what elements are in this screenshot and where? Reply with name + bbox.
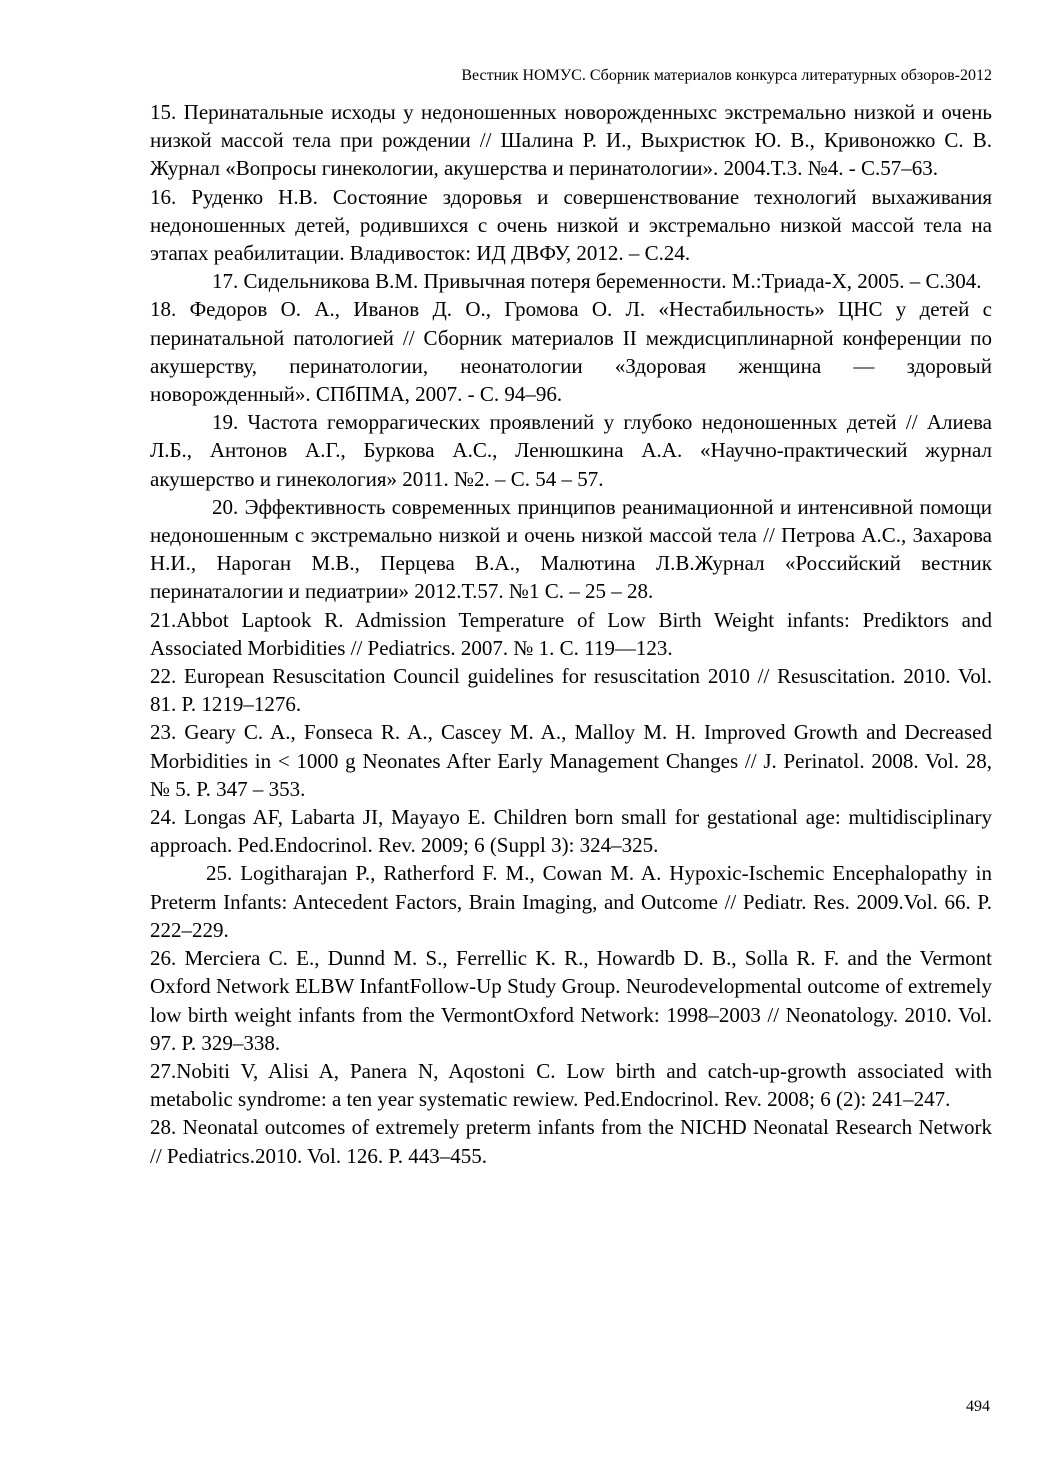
reference-item-25: 25. Logitharajan P., Ratherford F. M., Cowan M. A. Hypoxic-Ischemic Encephalopathy in Preterm Infants: Antecedent Factors, Brain Imaging, and Outcome // Pediatr. Res. 2009.Vol. 66. P. 222–229.: [150, 861, 992, 942]
reference-item-15: 15. Перинатальные исходы у недоношенных новорожденныхс экстремально низкой и очень низкой массой тела при рождении // Шалина Р. И., Выхристюк Ю. В., Кривоножко С. В. Журнал «Вопросы гинекологии, акушерства и перинатологии». 2004.Т.3. №4. - С.57–63.: [150, 100, 992, 181]
reference-item-21: 21.Abbot Laptook R. Admission Temperature of Low Birth Weight infants: Prediktors and Associated Morbidities // Pediatrics. 2007. № 1. С. 119—123.: [150, 607, 992, 660]
reference-item-28: 28. Neonatal outcomes of extremely preterm infants from the NICHD Neonatal Research Network // Pediatrics.2010. Vol. 126. P. 443–455.: [150, 1115, 992, 1168]
reference-item-24: 24. Longas AF, Labarta JI, Mayayo E. Children born small for gestational age: multidisciplinary approach. Ped.Endocrinol. Rev. 2009; 6 (Suppl 3): 324–325.: [150, 805, 992, 858]
reference-item-27: 27.Nobiti V, Alisi A, Panera N, Aqostoni C. Low birth and catch-up-growth associated with metabolic syndrome: a ten year systematic rewiew. Ped.Endocrinol. Rev. 2008; 6 (2): 241–247.: [150, 1058, 992, 1112]
reference-item-23: 23. Geary C. A., Fonseca R. A., Cascey M. A., Malloy M. H. Improved Growth and Decreased Morbidities in < 1000 g Neonates After Early Management Changes // J. Perinatol. 2008. Vol. 28, № 5. P. 347 – 353.: [150, 720, 992, 801]
reference-item-16: 16. Руденко Н.В. Состояние здоровья и совершенствование технологий выхаживания недоношенных детей, родившихся с очень низкой и экстремально низкой массой тела на этапах реабилитации. Владивосток: ИД ДВФУ, 2012. – С.24.: [150, 184, 992, 266]
reference-item-18: 18. Федоров О. А., Иванов Д. О., Громова О. Л. «Нестабильность» ЦНС у детей с перинатальной патологией // Сборник материалов II междисциплинарной конференции по акушерству, перинатологии, неонатологии «Здоровая женщина — здоровый новорожденный». СПбПМА, 2007. - С. 94–96.: [150, 297, 992, 407]
reference-item-17: 17. Сидельникова В.М. Привычная потеря беременности. М.:Триада-Х, 2005. – С.304.: [212, 269, 982, 294]
reference-item-19: 19. Частота геморрагических проявлений у глубоко недоношенных детей // Алиева Л.Б., Антонов А.Г., Буркова А.С., Ленюшкина А.А. «Научно-практический журнал акушерство и гинекология» 2011. №2. – С. 54 – 57.: [150, 410, 992, 491]
page-number: 494: [966, 1398, 990, 1415]
reference-list: [150, 98, 992, 1170]
reference-item-20: 20. Эффективность современных принципов реанимационной и интенсивной помощи недоношенным с экстремально низкой и очень низкой массой тела // Петрова А.С., Захарова Н.И., Нароган М.В., Перцева В.А., Малютина Л.В.Журнал «Российский вестник перинаталогии и педиатрии» 2012.Т.57. №1 С. – 25 – 28.: [150, 494, 992, 604]
running-header: Вестник НОМУС. Сборник материалов конкурса литературных обзоров-2012: [461, 67, 992, 84]
reference-item-22: 22. European Resuscitation Council guidelines for resuscitation 2010 // Resuscitation. 2010. Vol. 81. P. 1219–1276.: [150, 664, 992, 717]
reference-item-26: 26. Merciera C. E., Dunnd M. S., Ferrellic K. R., Howardb D. B., Solla R. F. and the Vermont Oxford Network ELBW InfantFollow-Up Study Group. Neurodevelopmental outcome of extremely low birth weight infants from the VermontOxford Network: 1998–2003 // Neonatology. 2010. Vol. 97. P. 329–338.: [150, 946, 992, 1055]
